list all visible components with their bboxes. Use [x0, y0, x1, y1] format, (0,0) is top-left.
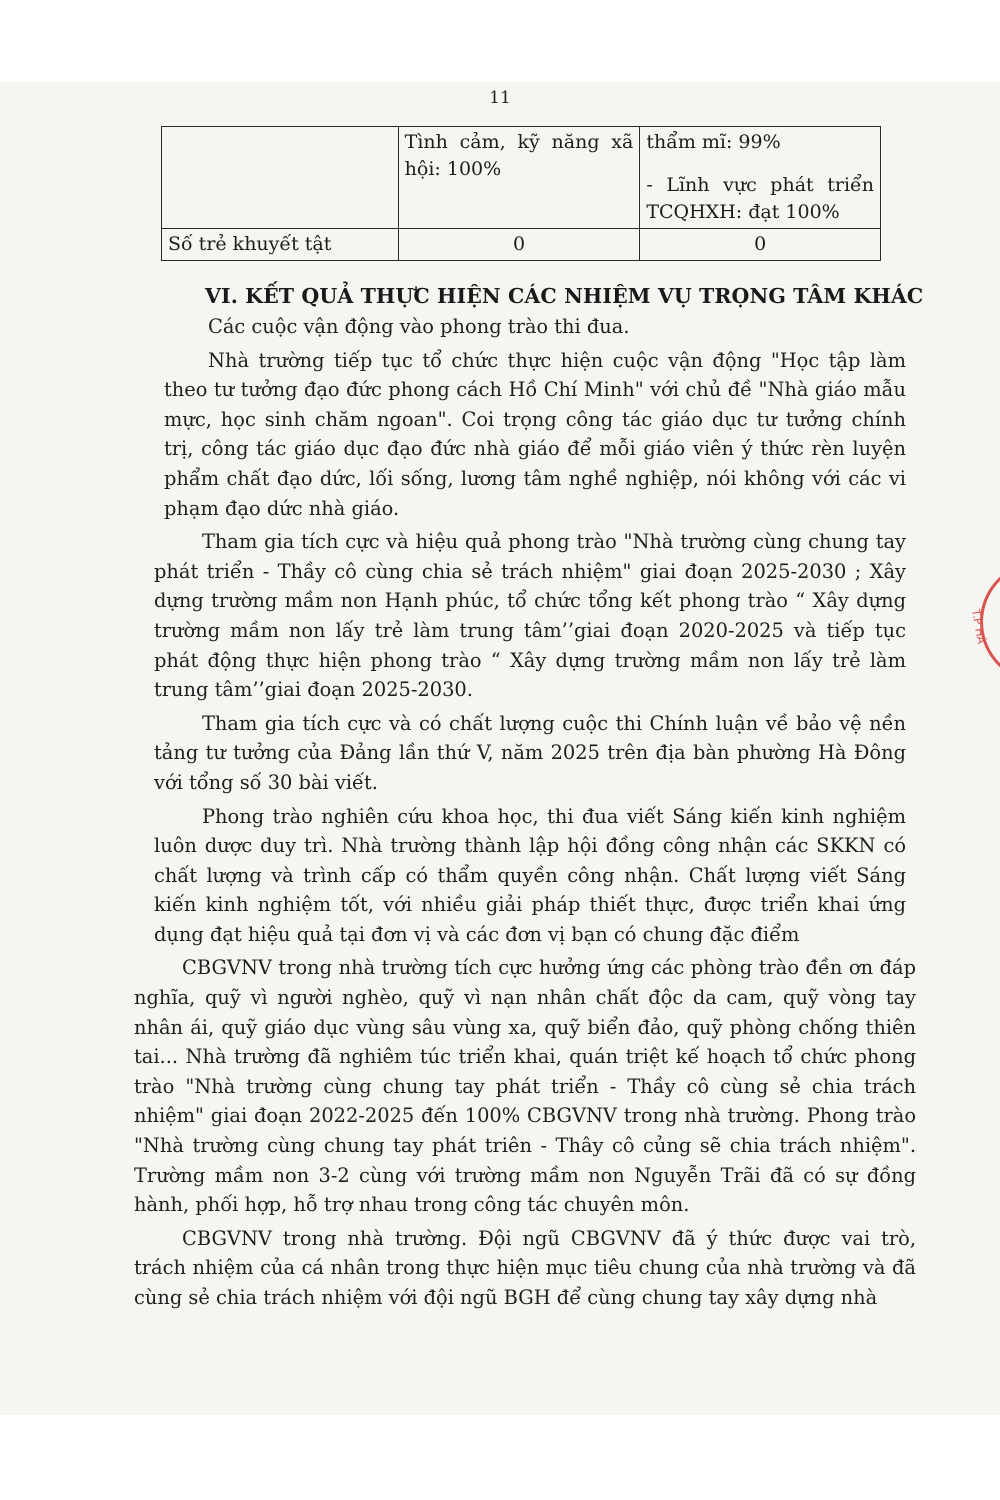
paragraph: Tham gia tích cực và có chất lượng cuộc thi Chính luận về bảo vệ nền tảng tư tưởng của Đảng lần thứ V, năm 2025 trên địa bàn phường Hà Đông với tổng số 30 bài viết. [154, 711, 906, 794]
table-cell: 0 [398, 229, 640, 261]
cell-line: thẩm mĩ: 99% [646, 131, 781, 153]
page-number: 11 [489, 88, 511, 108]
table-cell [640, 127, 881, 229]
table-cell [162, 127, 399, 229]
section-heading: VI. KẾT QUẢ THỰC HIỆN CÁC NHIỆM VỤ TRỌNG TÂM KHÁC [205, 284, 924, 308]
table-cell: 0 [640, 229, 881, 261]
document-page [0, 82, 1000, 1415]
paragraph: Nhà trường tiếp tục tổ chức thực hiện cuộc vận động "Học tập làm theo tư tưởng đạo đức phong cách Hồ Chí Minh" với chủ đề "Nhà giáo mẫu mực, học sinh chăm ngoan". Coi trọng công tác giáo dục tư tưởng chính trị, công tác giáo dục đạo đức nhà giáo để mỗi giáo viên ý thức rèn luyện phẩm chất đạo dức, lối sống, lương tâm nghề nghiệp, nói không với các vi phạm đạo dức nhà giáo. [164, 348, 906, 520]
table-cell: Tình cảm, kỹ năng xã hội: 100% [398, 127, 640, 229]
table-cell: Số trẻ khuyết tật [162, 229, 399, 261]
body-text [134, 312, 916, 1317]
table-row [162, 229, 881, 261]
paragraph: Phong trào nghiên cứu khoa học, thi đua viết Sáng kiến kinh nghiệm luôn dược duy trì. Nhà trường thành lập hội đồng công nhận các SKKN có chất lượng và trình cấp có thẩm quyền công nhận. Chất lượng viết Sáng kiến kinh nghiệm tốt, với nhiều giải pháp thiết thực, được triển khai ứng dụng đạt hiệu quả tại đơn vị và các đơn vị bạn có chung đặc điểm [154, 804, 906, 946]
results-table [161, 126, 881, 261]
svg-text:T.P HÀ: T.P HÀ [969, 608, 988, 645]
paragraph: CBGVNV trong nhà trường tích cực hưởng ứng các phòng trào đền ơn đáp nghĩa, quỹ vì người nghèo, quỹ vì nạn nhân chất độc da cam, quỹ vòng tay nhân ái, quỹ giáo dục vùng sâu vùng xa, quỹ biển đảo, quỹ phòng chống thiên tai... Nhà trường đã nghiêm túc triển khai, quán triệt kế hoạch tổ chức phong trào "Nhà trường cùng chung tay phát triển - Thầy cô cùng sẻ chia trách nhiệm" giai đoạn 2022-2025 đến 100% CBGVNV trong nhà trường. Phong trào "Nhà trường cùng chung tay phát triên - Thây cô củng sẽ chia trách nhiệm". Trường mầm non 3-2 cùng với trường mầm non Nguyễn Trãi đã có sự đồng hành, phối hợp, hỗ trợ nhau trong công tác chuyên môn. [134, 956, 916, 1217]
table-row [162, 127, 881, 229]
paragraph: Tham gia tích cực và hiệu quả phong trào "Nhà trường cùng chung tay phát triển - Thầy cô cùng chia sẻ trách nhiệm" giai đoạn 2025-2030 ; Xây dựng trường mầm non Hạnh phúc, tổ chức tổng kết phong trào “ Xây dựng trường mầm non lấy trẻ làm trung tâm’’giai đoạn 2020-2025 và tiếp tục phát động thực hiện phong trào “ Xây dựng trường mầm non lấy trẻ làm trung tâm’’giai đoạn 2025-2030. [154, 530, 906, 702]
paragraph: Các cuộc vận động vào phong trào thi đua. [208, 315, 630, 338]
red-seal-stamp [950, 562, 1000, 682]
paragraph: CBGVNV trong nhà trường. Đội ngũ CBGVNV đã ý thức được vai trò, trách nhiệm của cá nhân trong thực hiện mục tiêu chung của nhà trường và đã cùng sẻ chia trách nhiệm với đội ngũ BGH để cùng chung tay xây dựng nhà [134, 1226, 916, 1309]
cell-line: - Lĩnh vực phát triển TCQHXH: đạt 100% [646, 174, 874, 223]
